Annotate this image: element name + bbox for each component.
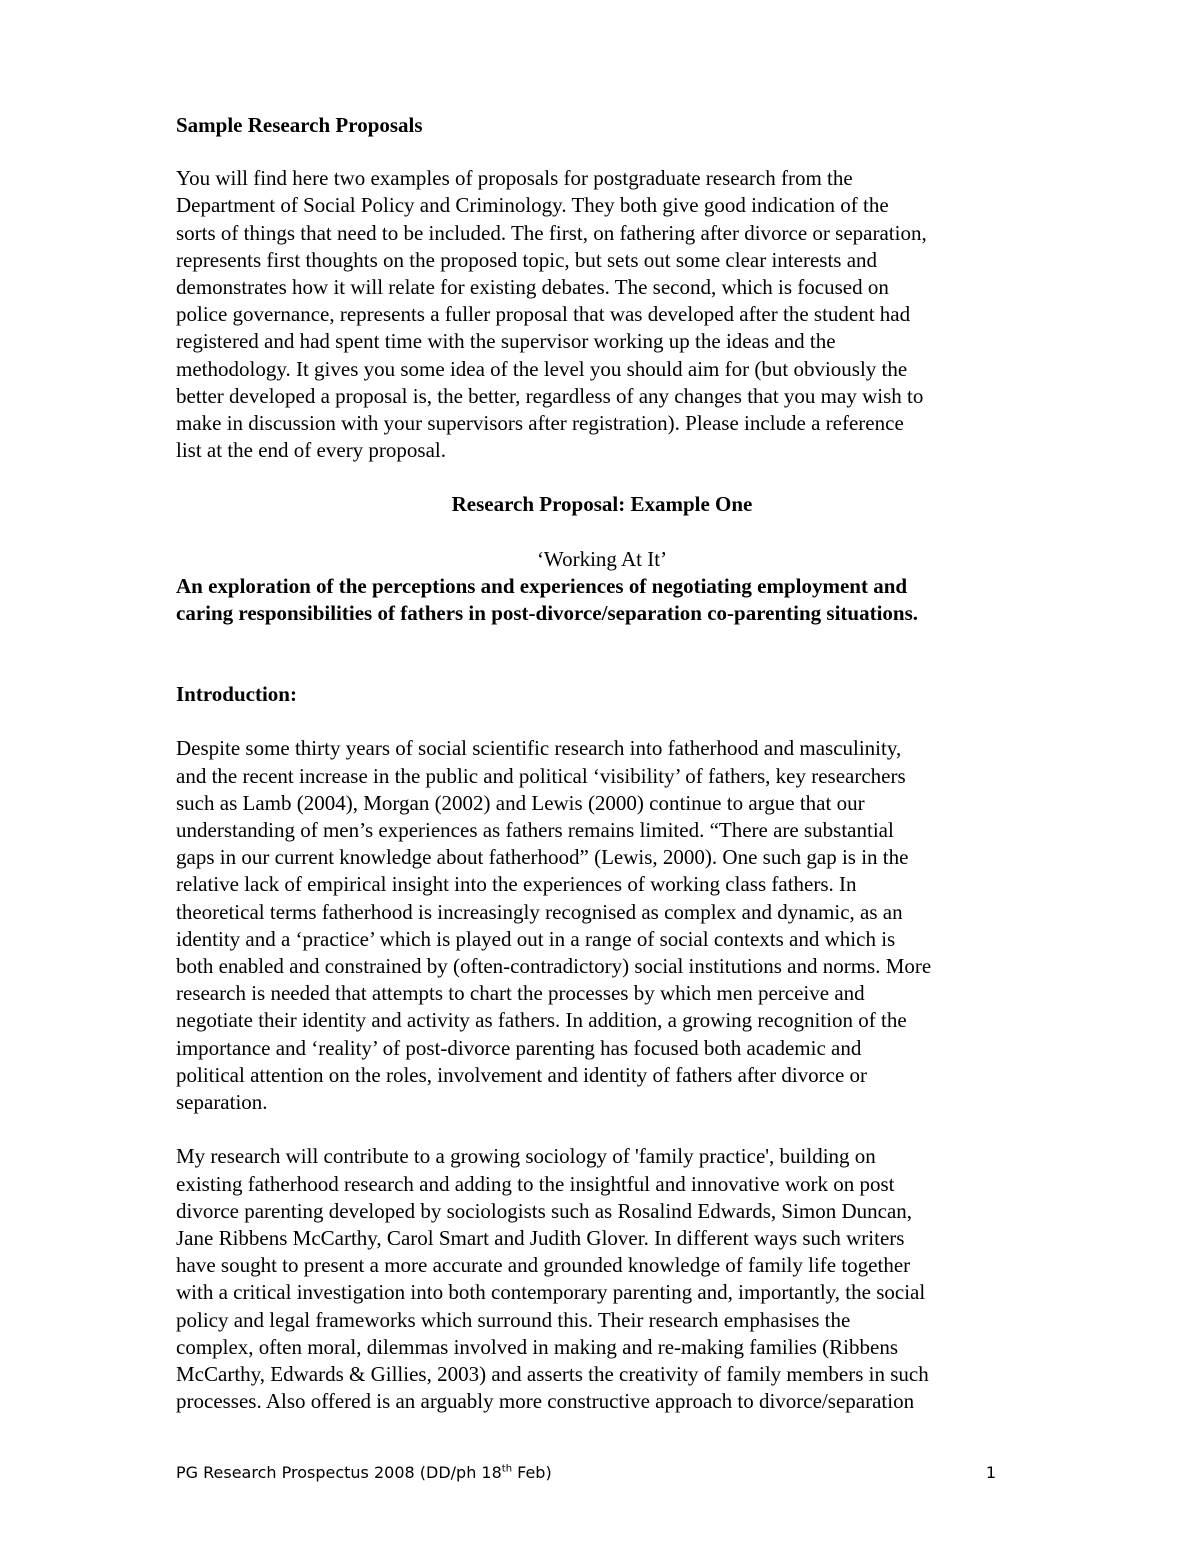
- footer-text: [176, 1463, 552, 1482]
- footer-text-after: Feb): [512, 1463, 552, 1482]
- document-heading: Sample Research Proposals: [176, 113, 423, 137]
- intro-line: demonstrates how it will relate for existing debates. The second, which is focused on: [176, 275, 889, 300]
- intro-line: list at the end of every proposal.: [176, 438, 447, 463]
- proposal-title: ‘Working At It’: [536, 546, 668, 571]
- body-line: separation.: [176, 1090, 268, 1115]
- introduction-heading: Introduction:: [176, 682, 297, 707]
- introduction-paragraph-2: [176, 1143, 1028, 1415]
- intro-line: police governance, represents a fuller proposal that was developed after the student had: [176, 302, 911, 327]
- intro-line: registered and had spent time with the supervisor working up the ideas and the: [176, 329, 836, 354]
- body-line: divorce parenting developed by sociologists such as Rosalind Edwards, Simon Duncan,: [176, 1198, 913, 1223]
- body-line: identity and a ‘practice’ which is played out in a range of social contexts and which is: [176, 926, 896, 951]
- introduction-paragraph-1: [176, 735, 1028, 1116]
- body-line: McCarthy, Edwards & Gillies, 2003) and asserts the creativity of family members in such: [176, 1361, 929, 1386]
- intro-line: represents first thoughts on the proposed topic, but sets out some clear interests and: [176, 247, 878, 272]
- footer-superscript: th: [501, 1463, 513, 1475]
- body-line: policy and legal frameworks which surround this. Their research emphasises the: [176, 1307, 851, 1332]
- body-line: such as Lamb (2004), Morgan (2002) and Lewis (2000) continue to argue that our: [176, 790, 865, 815]
- body-line: with a critical investigation into both contemporary parenting and, importantly, the social: [176, 1280, 926, 1305]
- page-number: 1: [985, 1463, 996, 1482]
- body-line: existing fatherhood research and adding to the insightful and innovative work on post: [176, 1171, 895, 1196]
- intro-line: make in discussion with your supervisors after registration). Please include a reference: [176, 411, 904, 436]
- intro-line: sorts of things that need to be included. The first, on fathering after divorce or separation,: [176, 220, 927, 245]
- body-line: My research will contribute to a growing sociology of 'family practice', building on: [176, 1144, 876, 1169]
- intro-line: methodology. It gives you some idea of the level you should aim for (but obviously the: [176, 356, 908, 381]
- body-line: gaps in our current knowledge about fatherhood” (Lewis, 2000). One such gap is in the: [176, 845, 909, 870]
- body-line: have sought to present a more accurate and grounded knowledge of family life together: [176, 1253, 911, 1278]
- subtitle-line: An exploration of the perceptions and experiences of negotiating employment and: [176, 573, 908, 598]
- intro-line: Department of Social Policy and Criminology. They both give good indication of the: [176, 193, 889, 218]
- body-line: negotiate their identity and activity as fathers. In addition, a growing recognition of the: [176, 1008, 907, 1033]
- example-title: Research Proposal: Example One: [451, 492, 753, 517]
- intro-line: better developed a proposal is, the better, regardless of any changes that you may wish to: [176, 383, 924, 408]
- body-line: understanding of men’s experiences as fathers remains limited. “There are substantial: [176, 818, 894, 843]
- intro-line: You will find here two examples of proposals for postgraduate research from the: [176, 166, 853, 191]
- body-line: complex, often moral, dilemmas involved in making and re-making families (Ribbens: [176, 1334, 898, 1359]
- document-page: [176, 112, 1028, 1415]
- body-line: theoretical terms fatherhood is increasingly recognised as complex and dynamic, as an: [176, 899, 903, 924]
- footer-text-before: PG Research Prospectus 2008 (DD/ph 18: [176, 1463, 502, 1482]
- body-line: research is needed that attempts to chart the processes by which men perceive and: [176, 981, 865, 1006]
- proposal-subtitle: [176, 573, 1028, 627]
- body-line: and the recent increase in the public and political ‘visibility’ of fathers, key researchers: [176, 763, 906, 788]
- body-line: Despite some thirty years of social scientific research into fatherhood and masculinity,: [176, 736, 902, 761]
- body-line: Jane Ribbens McCarthy, Carol Smart and Judith Glover. In different ways such writers: [176, 1225, 905, 1250]
- body-line: political attention on the roles, involvement and identity of fathers after divorce or: [176, 1062, 868, 1087]
- subtitle-line: caring responsibilities of fathers in post-divorce/separation co-parenting situations.: [176, 601, 919, 626]
- body-line: both enabled and constrained by (often-contradictory) social institutions and norms. More: [176, 954, 932, 979]
- body-line: importance and ‘reality’ of post-divorce parenting has focused both academic and: [176, 1035, 862, 1060]
- body-line: processes. Also offered is an arguably more constructive approach to divorce/separation: [176, 1389, 915, 1414]
- intro-paragraph: [176, 165, 1028, 464]
- body-line: relative lack of empirical insight into the experiences of working class fathers. In: [176, 872, 857, 897]
